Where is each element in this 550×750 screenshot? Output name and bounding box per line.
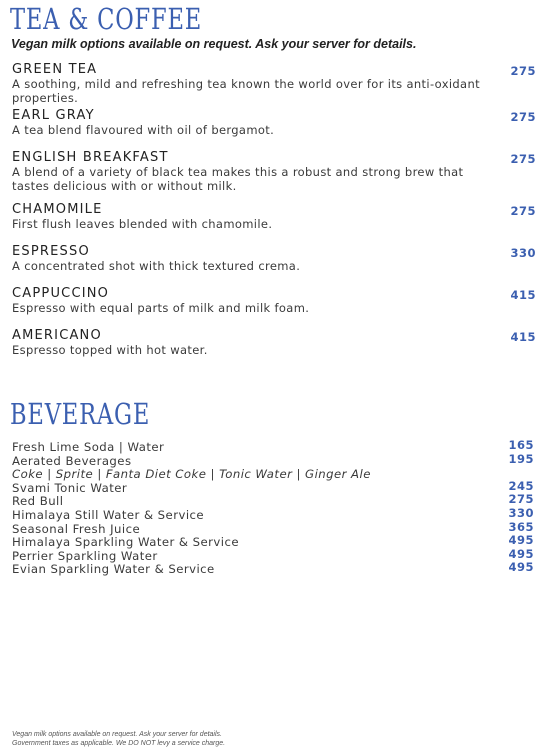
item-name: GREEN TEA (12, 62, 98, 77)
list-item (12, 439, 536, 453)
item-price: 495 (508, 533, 534, 548)
item-name: Himalaya Still Water & Service (12, 507, 205, 522)
footer-vegan-note: Vegan milk options available on request. Ask your server for details. (12, 731, 222, 738)
tea-coffee-list (12, 62, 538, 360)
item-price: 330 (510, 246, 536, 260)
menu-item (12, 328, 538, 360)
item-name: Evian Sparkling Water & Service (12, 562, 215, 577)
footer-tax-note: Government taxes as applicable. We DO NOT levy a service charge. (12, 740, 226, 747)
item-price: 365 (508, 519, 534, 534)
list-item (12, 548, 536, 562)
list-item (12, 521, 536, 535)
footer-notes (12, 730, 225, 748)
item-name: CAPPUCCINO (12, 286, 110, 301)
item-name: Coke | Sprite | Fanta Diet Coke | Tonic Water | Ginger Ale (12, 467, 371, 482)
item-name: Aerated Beverages (12, 453, 132, 468)
tea-coffee-heading: TEA & COFFEE (10, 2, 203, 36)
item-name: ESPRESSO (12, 244, 90, 259)
item-description: A soothing, mild and refreshing tea known the world over for its anti-oxidant properties. (12, 77, 480, 105)
menu-item (12, 108, 538, 150)
item-name: EARL GRAY (12, 108, 95, 123)
item-name: AMERICANO (12, 328, 102, 343)
list-item (12, 561, 536, 575)
menu-item (12, 202, 538, 244)
item-name: Fresh Lime Soda | Water (12, 440, 165, 454)
item-price: 415 (510, 330, 536, 344)
menu-item (12, 244, 538, 286)
beverage-list (12, 439, 536, 575)
list-item (12, 493, 536, 507)
item-price: 275 (510, 110, 536, 124)
list-item (12, 507, 536, 521)
item-name: Perrier Sparkling Water (12, 548, 158, 563)
item-name: ENGLISH BREAKFAST (12, 150, 169, 165)
item-price: 275 (510, 152, 536, 166)
item-price: 495 (508, 546, 534, 561)
item-description: A tea blend flavoured with oil of bergamot. (12, 123, 275, 137)
item-price: 415 (510, 288, 536, 302)
item-price: 245 (508, 478, 534, 493)
item-description: A blend of a variety of black tea makes this a robust and strong brew that tastes delicious with or without milk. (12, 165, 464, 193)
item-price: 275 (510, 64, 536, 78)
menu-item (12, 62, 538, 108)
item-name: Himalaya Sparkling Water & Service (12, 535, 239, 550)
beverage-heading: BEVERAGE (10, 397, 151, 431)
list-item (12, 466, 536, 480)
item-price: 275 (508, 492, 534, 507)
menu-item (12, 286, 538, 328)
item-price: 275 (510, 204, 536, 218)
list-item (12, 534, 536, 548)
item-price: 330 (508, 505, 534, 520)
item-description: First flush leaves blended with chamomile. (12, 217, 273, 231)
item-price: 195 (508, 451, 534, 466)
item-description: A concentrated shot with thick textured crema. (12, 259, 301, 273)
tea-coffee-subtitle: Vegan milk options available on request. Ask your server for details. (11, 37, 417, 51)
list-item (12, 480, 536, 494)
menu-item (12, 150, 538, 202)
list-item (12, 453, 536, 467)
item-name: Seasonal Fresh Juice (12, 521, 141, 536)
item-description: Espresso topped with hot water. (12, 343, 208, 357)
item-name: CHAMOMILE (12, 202, 103, 217)
item-description: Espresso with equal parts of milk and milk foam. (12, 301, 310, 315)
item-name: Red Bull (12, 494, 64, 509)
item-price: 495 (508, 560, 534, 575)
item-name: Svami Tonic Water (12, 480, 128, 495)
item-price: 165 (508, 438, 534, 452)
